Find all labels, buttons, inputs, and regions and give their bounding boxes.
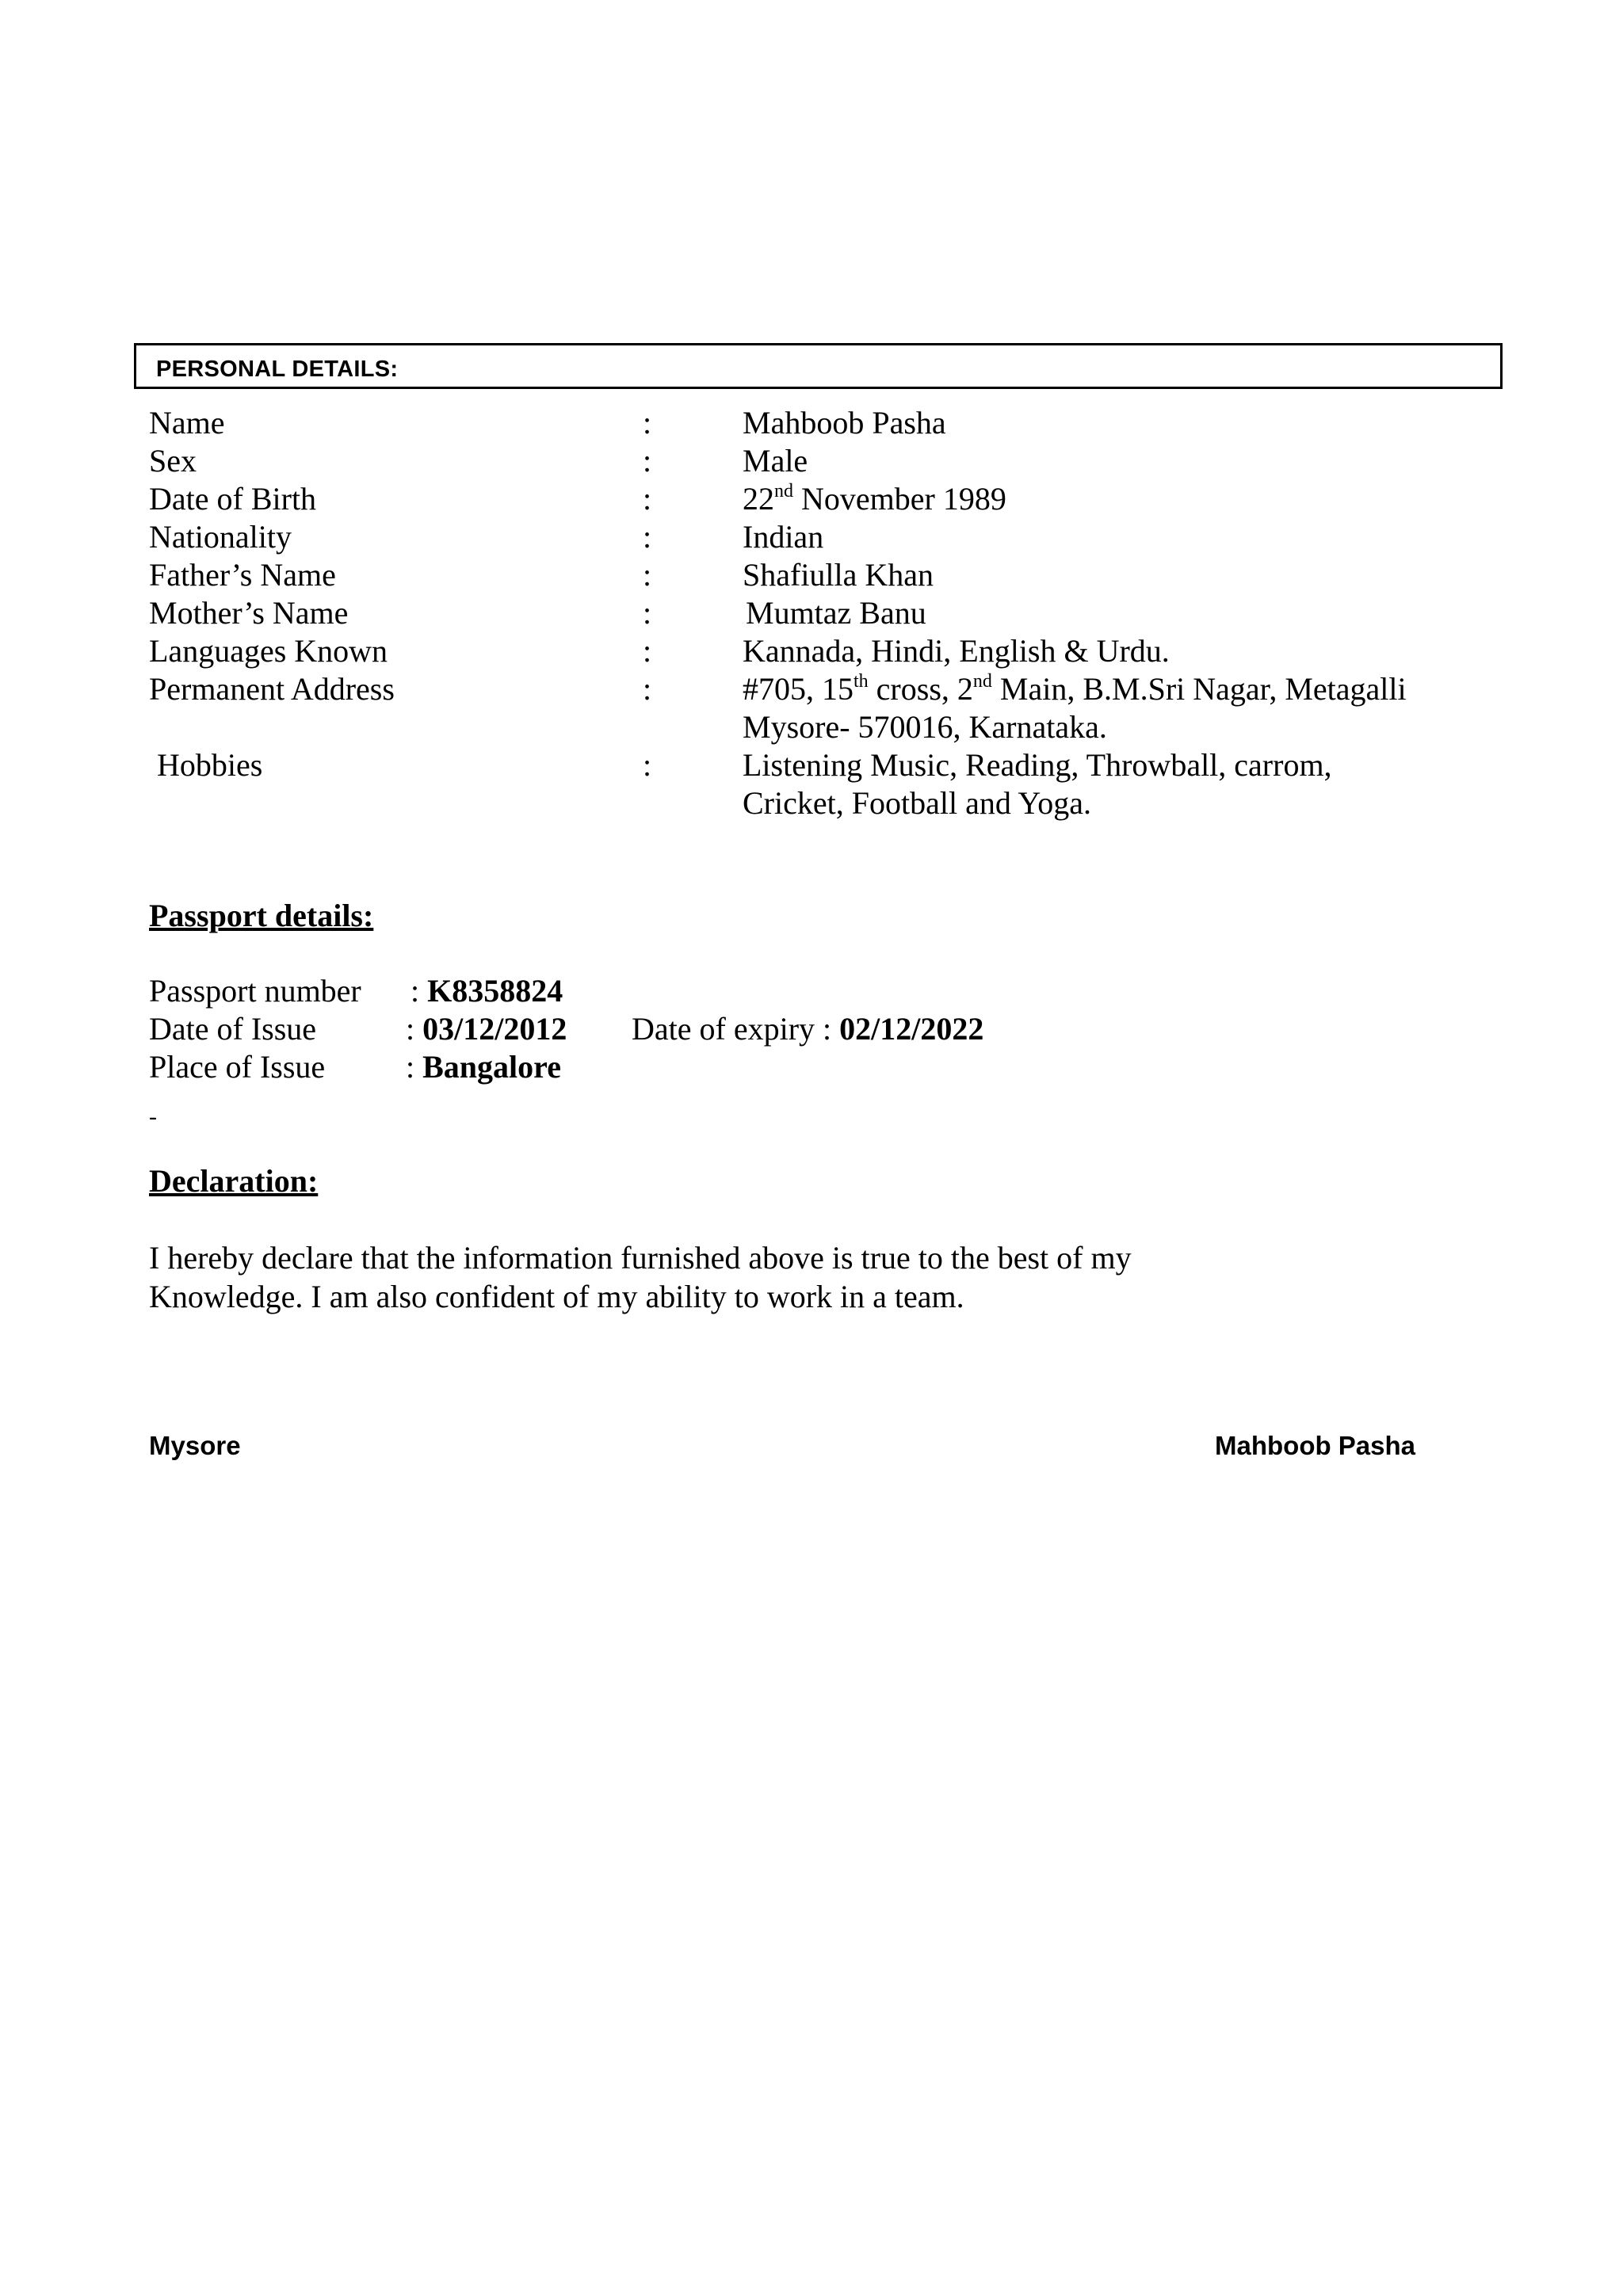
separator: : [406,1049,423,1085]
label-address: Permanent Address [149,671,395,707]
colon: : [643,405,652,441]
value-address-line2: Mysore- 570016, Karnataka. [743,709,1107,745]
declaration-line1: I hereby declare that the information furnished above is true to the best of my [149,1240,1132,1276]
label-mother: Mother’s Name [149,595,349,631]
personal-details-header-box [134,343,1503,389]
value-hobbies-line1: Listening Music, Reading, Throwball, carrom, [743,747,1332,783]
issue-date-value [406,1010,567,1048]
label-nationality: Nationality [149,519,292,555]
issue-date: 03/12/2012 [422,1011,567,1047]
passport-number-value [411,972,563,1010]
declaration-heading: Declaration: [149,1163,319,1199]
issue-date-label: Date of Issue [149,1011,317,1047]
colon: : [643,519,652,555]
declaration-line2: Knowledge. I am also confident of my ability to work in a team. [149,1279,964,1314]
footer-signature-name: Mahboob Pasha [1215,1431,1416,1460]
value-name: Mahboob Pasha [743,405,946,441]
place-of-issue-label: Place of Issue [149,1049,326,1085]
colon: : [643,747,652,783]
dob-rest: November 1989 [793,481,1006,517]
value-hobbies-line2: Cricket, Football and Yoga. [743,785,1091,821]
value-father: Shafiulla Khan [743,557,934,593]
label-name: Name [149,405,225,441]
expiry-date-value: 02/12/2022 [839,1011,984,1047]
label-hobbies: Hobbies [157,747,263,783]
passport-number: K8358824 [427,973,563,1009]
value-sex: Male [743,443,808,479]
colon: : [643,633,652,669]
passport-number-label: Passport number [149,973,361,1009]
place-of-issue: Bangalore [422,1049,561,1085]
colon: : [643,443,652,479]
value-dob [743,480,1006,518]
value-mother: Mumtaz Banu [746,595,926,631]
address-sup2: nd [972,670,992,692]
label-languages: Languages Known [149,633,388,669]
label-dob: Date of Birth [149,481,317,517]
address-part3: Main, B.M.Sri Nagar, Metagalli [991,671,1407,707]
dob-day: 22 [743,481,774,517]
separator: : [411,973,428,1009]
label-father: Father’s Name [149,557,336,593]
place-of-issue-value [406,1048,561,1086]
expiry-date-label: Date of expiry : [632,1011,840,1047]
expiry-date [632,1010,983,1048]
colon: : [643,595,652,631]
label-sex: Sex [149,443,197,479]
passport-heading: Passport details: [149,898,374,933]
declaration-text [149,1238,1338,1316]
separator: : [406,1011,423,1047]
value-address-line1 [743,670,1407,708]
address-sup1: th [854,670,869,692]
section-title: PERSONAL DETAILS: [156,357,399,382]
colon: : [643,671,652,707]
footer-place: Mysore [149,1431,241,1460]
address-part2: cross, 2 [868,671,973,707]
value-nationality: Indian [743,519,824,555]
dob-day-suffix: nd [774,480,793,502]
address-part1: #705, 15 [743,671,854,707]
colon: : [643,557,652,593]
value-languages: Kannada, Hindi, English & Urdu. [743,633,1170,669]
dash-mark: - [149,1104,157,1130]
colon: : [643,481,652,517]
